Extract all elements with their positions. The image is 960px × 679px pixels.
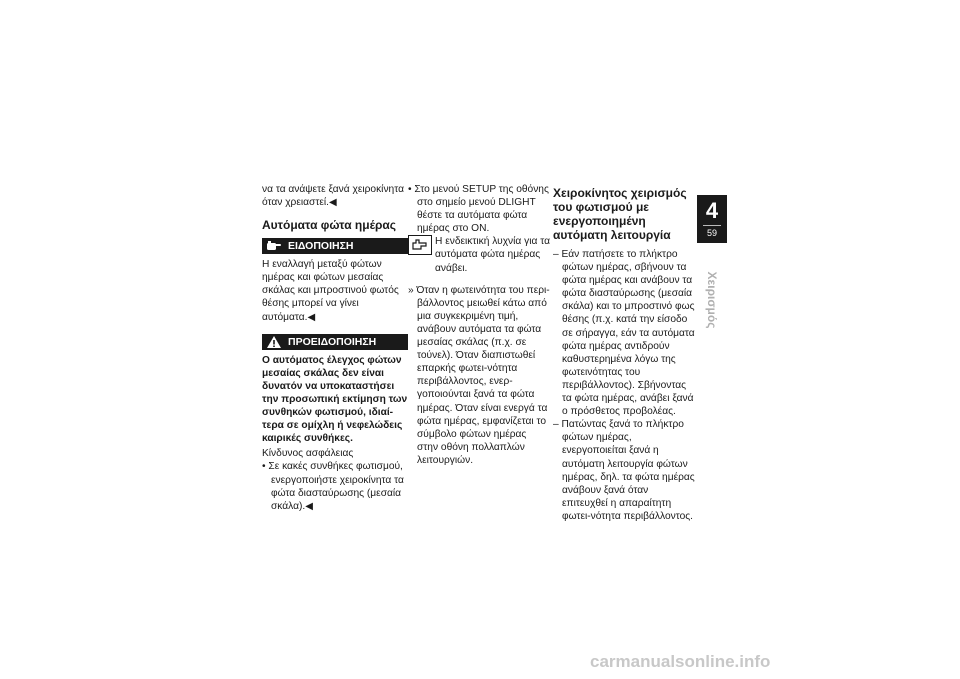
brightness-result: » Όταν η φωτεινότητα του περι-βάλλοντος μειωθεί κάτω από μια συγκεκριμένη τιμή, ανάβουν αυτόματα τα φώτα μεσαίας σκάλας (π.χ. σε τούνελ). Όταν διαπιστωθεί επαρκής φωτει-νότητα περιβάλλοντος, ενερ-γοποιούνται ξανά τα φώτα ημέρας. Όταν είναι ενεργά τα φώτα ημέρας, εμφανίζεται το σύμβολο φώτων ημέρας στην οθόνη πολλαπλών λειτουργιών. bbox=[408, 284, 550, 466]
chapter-tab bbox=[697, 195, 727, 243]
setup-bullet: • Στο μενού SETUP της οθόνης στο σημείο μενού DLIGHT θέστε τα αυτόματα φώτα ημέρας στο ON. bbox=[408, 184, 549, 235]
notice-banner bbox=[262, 238, 408, 254]
column-3 bbox=[553, 183, 695, 523]
side-section-label: Χειρισμός bbox=[705, 271, 719, 329]
page-number: 59 bbox=[706, 228, 717, 238]
chapter-number: 4 bbox=[705, 198, 719, 223]
warning-banner bbox=[262, 334, 408, 350]
note-hand-icon bbox=[408, 235, 432, 255]
column-2 bbox=[408, 183, 550, 467]
warning-triangle-icon bbox=[266, 336, 282, 348]
warning-bold-text: Ο αυτόματος έλεγχος φώτων μεσαίας σκάλας δεν είναι δυνατόν να υποκαταστήσει την προσωπική εκτίμηση των συνθηκών φωτισμού, ιδιαί-τερα σε ομίχλη ή νεφελώδεις καιρικές συνθήκες. bbox=[262, 354, 408, 445]
watermark: carmanualsonline.info bbox=[590, 652, 771, 671]
notice-label: ΕΙΔΟΠΟΙΗΣΗ bbox=[288, 240, 354, 253]
intro-text: να τα ανάψετε ξανά χειροκίνητα όταν χρειαστεί.◀ bbox=[262, 184, 404, 209]
warning-danger-text: Κίνδυνος ασφάλειας bbox=[262, 448, 354, 460]
note-text: Η ενδεικτική λυχνία για τα αυτόματα φώτα ημέρας ανάβει. bbox=[435, 236, 550, 274]
indicator-note bbox=[408, 235, 550, 274]
notice-hand-icon bbox=[266, 240, 282, 252]
manual-item-1: – Εάν πατήσετε το πλήκτρο φώτων ημέρας, σβήνουν τα φώτα ημέρας και ανάβουν τα φώτα διασταύρωσης (μεσαία σκάλα) και το μπροστινό φως θέσης (π.χ. κατά την είσοδο σε σήραγγα, εάν τα αυτόματα φώτα ημέρας αντιδρούν καθυστερημένα λόγω της φωτεινότητας του περιβάλλοντος). Σβήνοντας τα φώτα ημέρας, ανάβει ξανά ο πρόσθετος προβολέας. bbox=[553, 249, 695, 418]
section-heading-manual: Χειροκίνητος χειρισμός του φωτισμού με ενεργοποιημένη αυτόματη λειτουργία bbox=[553, 186, 687, 242]
column-1 bbox=[262, 183, 408, 513]
warning-label: ΠΡΟΕΙΔΟΠΟΙΗΣΗ bbox=[288, 335, 377, 348]
tab-divider bbox=[703, 225, 721, 226]
notice-text: Η εναλλαγή μεταξύ φώτων ημέρας και φώτων μεσαίας σκάλας και μπροστινού φωτός θέσης μπορεί να γίνει αυτόματα.◀ bbox=[262, 259, 399, 323]
manual-item-2: – Πατώντας ξανά το πλήκτρο φώτων ημέρας, ενεργοποιείται ξανά η αυτόματη λειτουργία φώτων ημέρας, δηλ. τα φώτα ημέρας ανάβουν ξανά όταν επιτευχθεί η απαραίτητη φωτει-νότητα περιβάλλοντος. bbox=[553, 419, 695, 522]
section-heading-daylight: Αυτόματα φώτα ημέρας bbox=[262, 218, 397, 233]
warning-bullet: • Σε κακές συνθήκες φωτισμού, ενεργοποιήστε χειροκίνητα τα φώτα διασταύρωσης (μεσαία σκάλα).◀ bbox=[262, 461, 404, 512]
